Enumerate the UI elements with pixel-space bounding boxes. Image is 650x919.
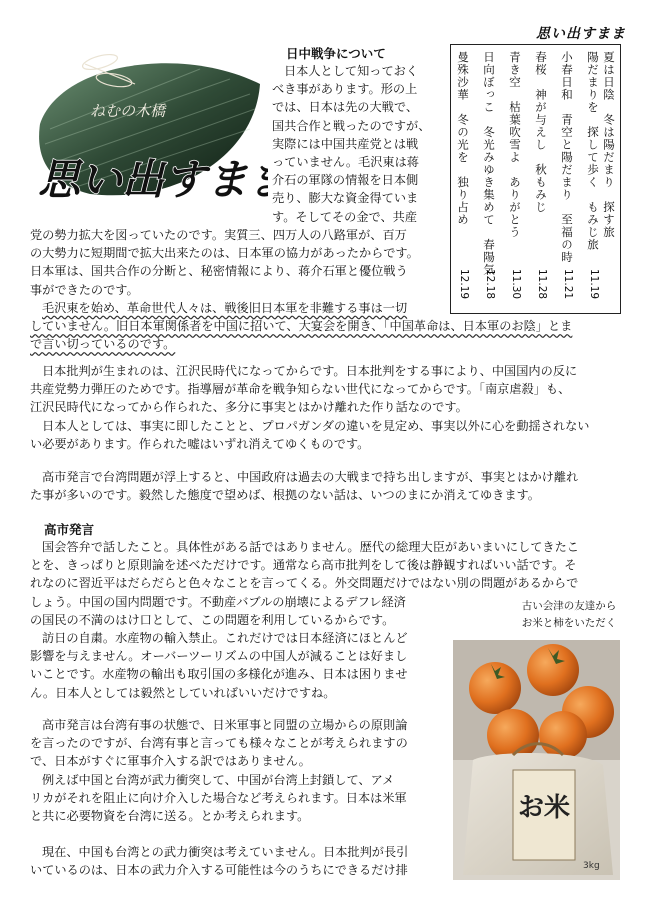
persimmon-rice-photo [453, 640, 620, 880]
intro-paragraph [272, 62, 447, 226]
text-line: べき事があります。形の上 [272, 82, 418, 97]
text-line: を言ったのですが、台湾有事と言っても様々なことが考えられますの [30, 736, 408, 751]
text-line: ん。日本人としては毅然としていればいいだけですね。 [30, 685, 336, 700]
haiku-date: 12.19 [458, 269, 470, 300]
haiku-date: 11.21 [562, 269, 574, 300]
text-line: 日本人として知っておく [284, 64, 419, 78]
logo-title: 思い出すまま [38, 155, 268, 204]
rice-bag-weight: 3kg [583, 861, 600, 871]
text-line: 影響を与えません。オーバーツーリズムの中国人が減ることは好まし [30, 649, 408, 664]
haiku-column: 春桜 神が与えし 秋もみじ [534, 51, 548, 214]
text-line: 国会答弁で話したこと。具体性がある話ではありません。歴代の総理大臣があいまいにしてきたこ [42, 540, 579, 554]
text-line: 現在、中国も台湾との武力衝突は考えていません。日本批判が長引 [42, 845, 409, 859]
text-line: 売り、膨大な資金得ていま [272, 191, 419, 206]
photo-caption: 古い会津の友達から お米と柿をいただく [521, 600, 617, 629]
text-line: 日本軍は、国共合作の分断と、秘密情報により、蒋介石軍と優位戦う [30, 264, 408, 279]
text-line: 訪日の自粛。水産物の輸入禁止。これだけでは日本経済にほとんど [42, 631, 408, 645]
haiku-column: 日向ぼっこ 冬光みゆき集めて 春陽気 [482, 51, 496, 276]
section-heading-japan-china-war: 日中戦争について [286, 46, 386, 61]
text-line: 高市発言で台湾問題が浮上すると、中国政府は過去の大戦まで持ち出しますが、事実とはかけ離れ [42, 470, 579, 484]
text-line: い必要があります。作られた嘘はいずれ消えてゆくものです。 [30, 436, 370, 451]
haiku-column: 青き空 枯葉吹雪よ ありがとう [508, 51, 522, 239]
text-line: 国共合作と戦ったのですが、 [272, 118, 431, 133]
text-line: リカがそれを阻止に向け介入した場合など考えられます。日本は米軍 [30, 790, 407, 805]
text-line: 高市発言は台湾有事の状態で、日米軍事と同盟の立場からの原則論 [42, 718, 408, 732]
text-line: た事が多いのです。毅然した態度で望めば、根拠のない話は、いつのまにか消えてゆきます。 [30, 488, 540, 503]
haiku-column: 曼殊沙華 冬の光を 独り占め [456, 51, 470, 226]
logo [30, 44, 268, 214]
header-title: 思い出すまま [536, 26, 626, 42]
paragraph-6 [30, 629, 455, 702]
section-heading-takaichi: 高市発言 [44, 522, 95, 537]
text-line: 毛沢東を始め、革命世代人々は、戦後旧日本軍を非難する事は一切 [42, 301, 408, 315]
text-line: 介石の軍隊の情報を日本側 [272, 173, 419, 188]
text-line: では、日本は先の大戦で、 [272, 100, 419, 115]
text-line: の大勢力に短期間で拡大出来たのは、日本軍の協力があったからです。 [30, 246, 419, 261]
rice-bag-icon [463, 744, 613, 875]
text-line: とを、きっぱりと原則論を述べただけです。通常なら高市批判をして後は静観すればいい話です。そ [30, 558, 577, 573]
paragraph-1 [30, 226, 450, 299]
text-line: れなのに習近平はだらだらと色々なことを言ってくる。外交問題だけではない別の問題があるからで [30, 576, 579, 591]
haiku-date: 12.18 [484, 269, 496, 300]
paragraph-8 [30, 843, 455, 879]
haiku-column: 陽だまりを 探して歩く もみじ旅 [586, 51, 600, 251]
text-line: 江沢民時代になってから作られた、多分に事実とはかけ離れた作り話なのです。 [30, 400, 468, 415]
text-line: していません。旧日本軍関係者を中国に招いて、大宴会を開き、「中国革命は、日本軍のお陰」とま [30, 319, 573, 334]
text-line: 共産党勢力弾圧のためです。指導層が革命を戦争知らない世代になってからです。「南京虐殺」も、 [30, 382, 571, 397]
haiku-column: 小春日和 青空と陽だまり 至福の時 [560, 51, 574, 264]
text-line: と共に必要物資を台湾に送る。とか考えられます。 [30, 809, 310, 824]
text-line: で言い切っているのです。 [30, 337, 176, 352]
haiku-box [450, 44, 621, 314]
haiku-column: 夏は日陰 冬は陽だまり 探す旅 [602, 51, 616, 239]
haiku-date: 11.19 [588, 269, 600, 300]
text-line: 日本人としては、事実に即したことと、プロパガンダの違いを見定め、事実以外に心を動揺されない [42, 418, 590, 433]
text-line: 党の勢力拡大を図っていたのです。実質三、四万人の八路軍が、百万 [30, 228, 407, 242]
text-line: いことです。水産物の輸出も取引国の多様化が進み、日本は困りませ [30, 667, 408, 682]
paragraph-3 [30, 362, 630, 453]
text-line: す。そしてその金で、共産 [272, 209, 418, 224]
text-line: 日本批判が生まれのは、江沢民時代になってからです。日本批判をする事により、中国国内の反に [42, 364, 578, 378]
text-line: 例えば中国と台湾が武力衝突して、中国が台湾上封鎖して、アメ [42, 772, 395, 787]
paragraph-7 [30, 716, 455, 825]
haiku-date: 11.30 [510, 269, 522, 300]
rice-bag-label: お米 [517, 793, 571, 823]
logo-leaf-graphic [30, 44, 268, 214]
text-line: 実際には中国共産党とは戦 [272, 136, 419, 151]
text-line: の国民の不満のはけ口として、この問題を利用しているからです。 [30, 612, 395, 627]
text-line: いているのは、日本の武力介入する可能性は今のうちにできるだけ排 [30, 863, 408, 878]
text-line: っていません。毛沢東は蒋 [272, 155, 419, 170]
logo-subtitle: ねむの木橋 [90, 102, 166, 120]
text-line: しょう。中国の国内問題です。不動産バブルの崩壊によるデフレ経済 [30, 594, 406, 609]
text-line: で、日本がすぐに軍事介入する訳ではありません。 [30, 754, 311, 769]
haiku-date: 11.28 [536, 269, 548, 300]
paragraph-4 [30, 468, 630, 504]
text-line: 事ができたのです。 [30, 282, 139, 297]
